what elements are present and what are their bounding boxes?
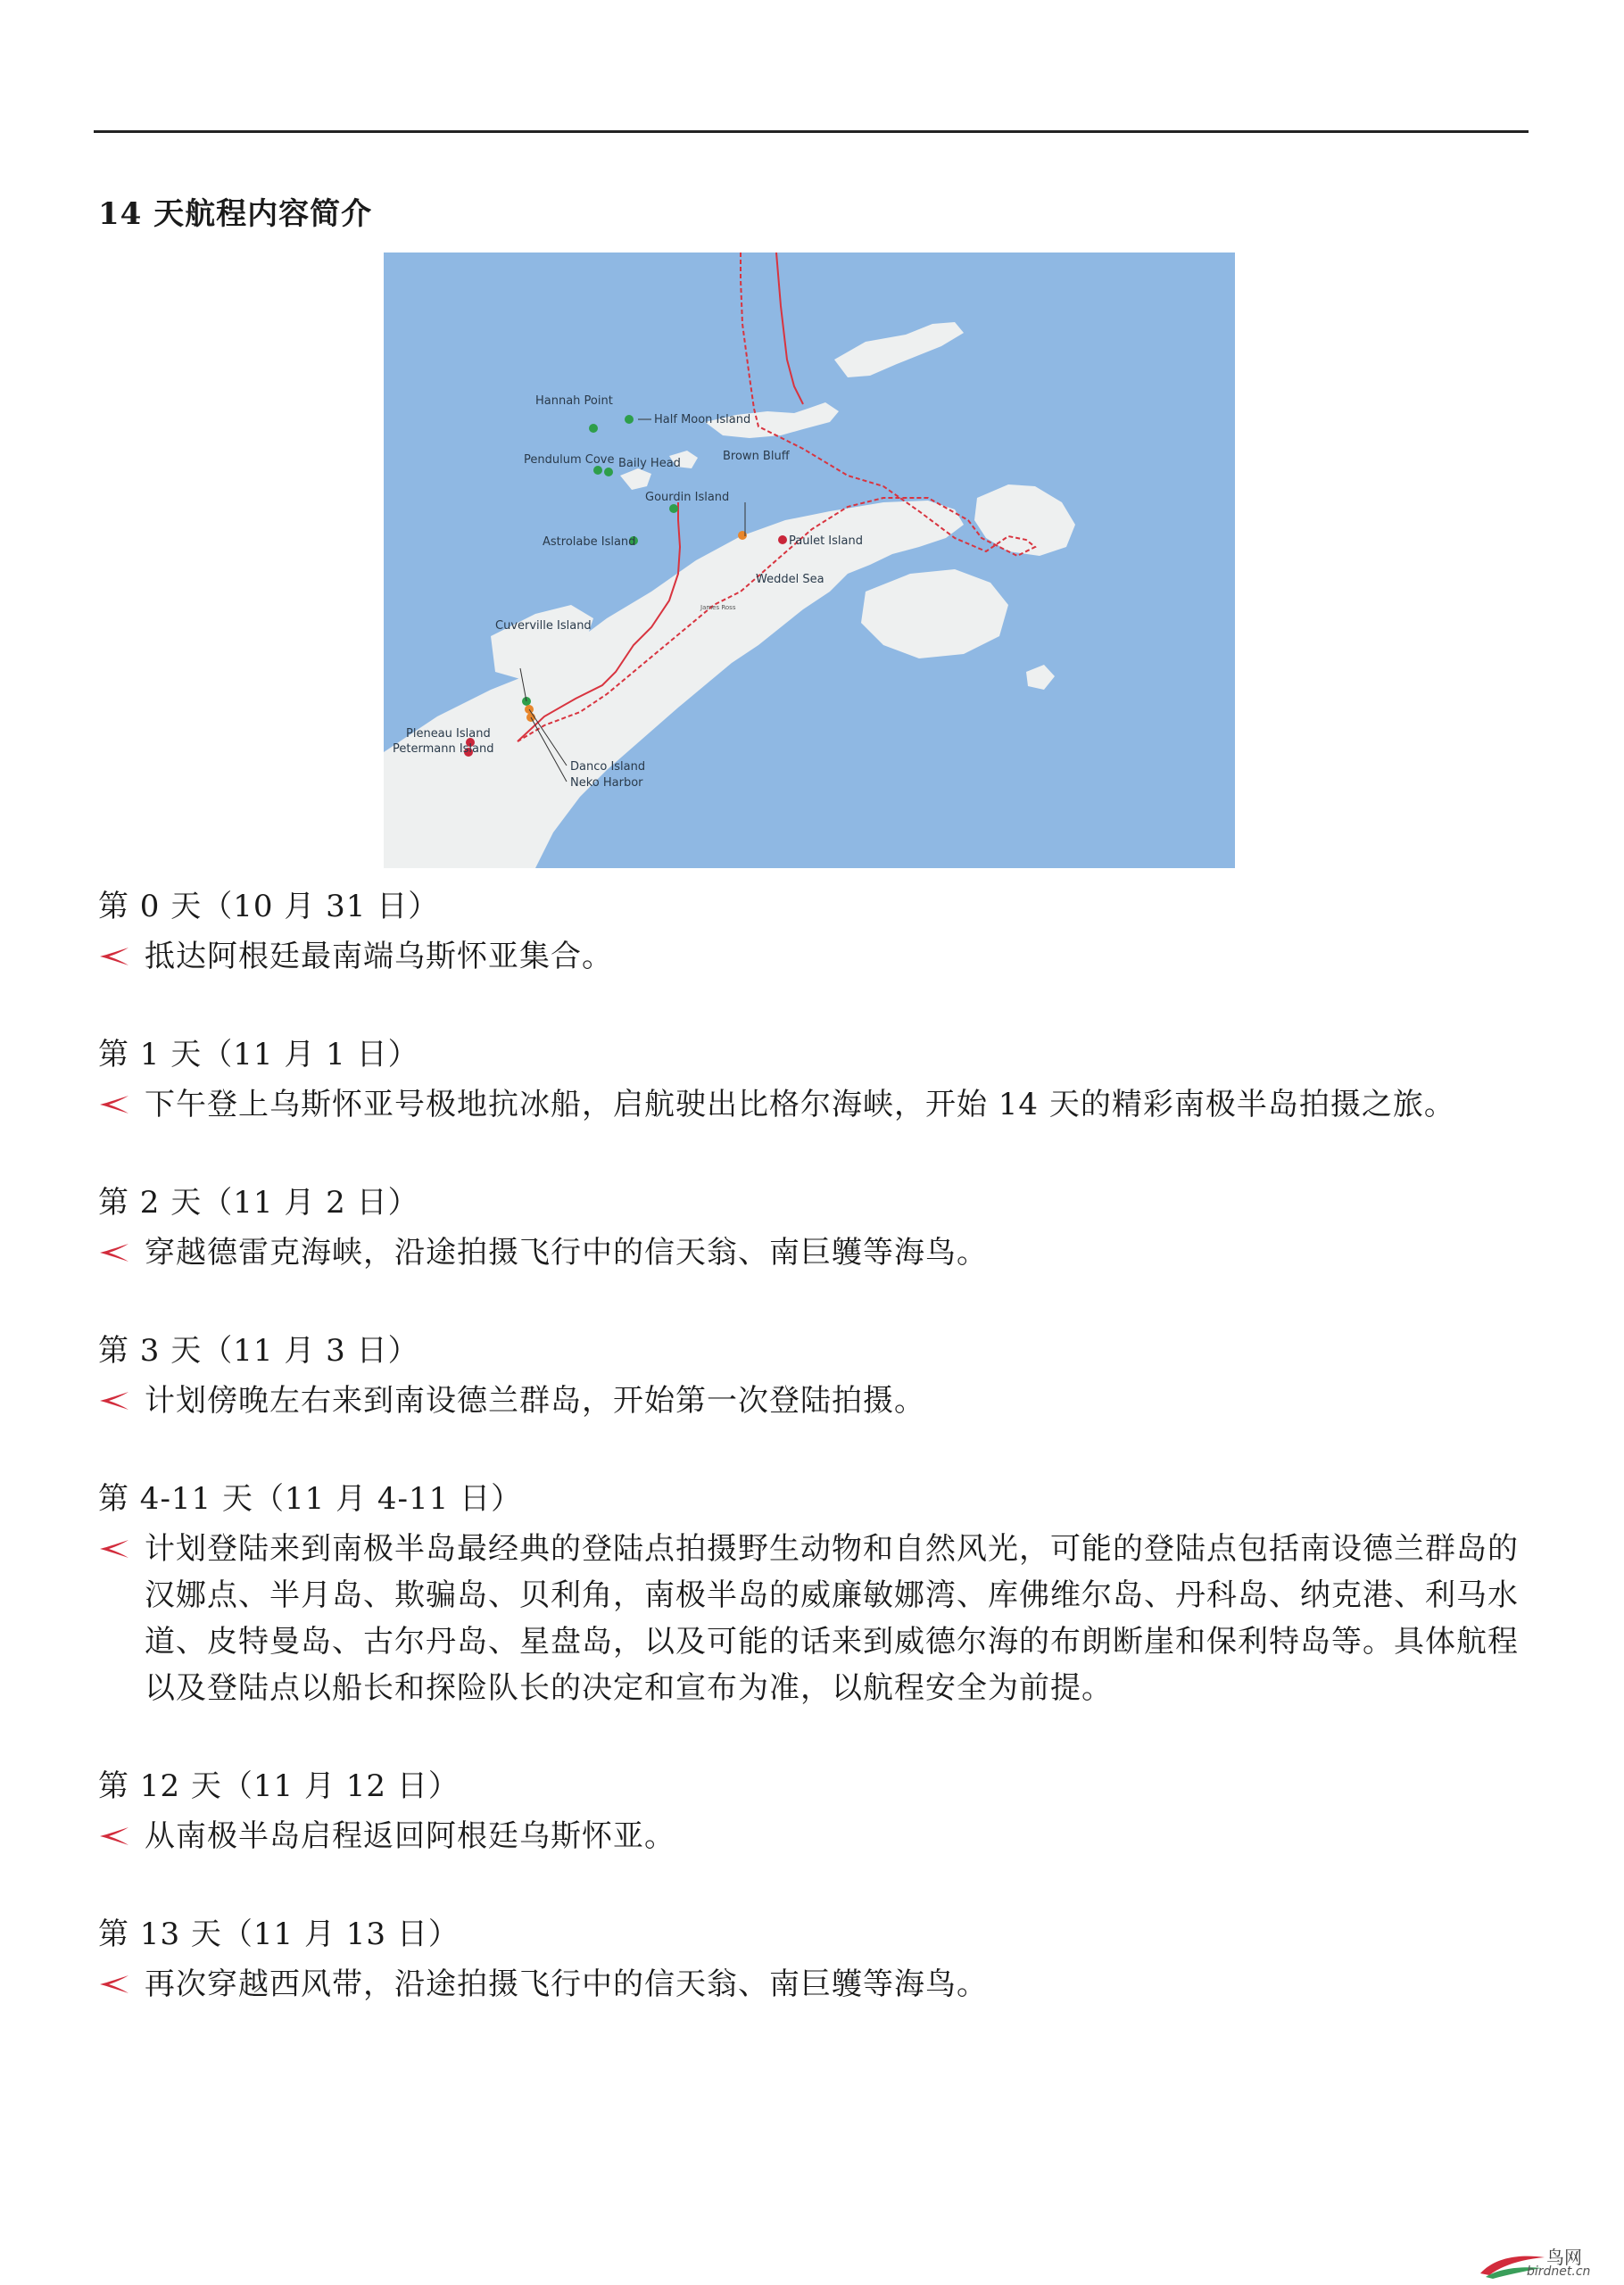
label-cuverville-island: Cuverville Island bbox=[495, 619, 592, 633]
swoosh-bullet-icon bbox=[98, 1081, 145, 1128]
day-heading: 第 2 天（11 月 2 日） bbox=[98, 1185, 419, 1221]
day-bullet bbox=[98, 1961, 1535, 2008]
day-bullet bbox=[98, 1229, 1535, 1276]
day-description: 抵达阿根廷最南端乌斯怀亚集合。 bbox=[145, 939, 613, 974]
label-gourdin-island: Gourdin Island bbox=[645, 491, 730, 504]
watermark-subtitle: birdnet.cn bbox=[1527, 2264, 1591, 2279]
swoosh-bullet-icon bbox=[98, 1526, 145, 1572]
section-title: 14 天航程内容简介 bbox=[98, 196, 373, 232]
label-pleneau-island: Pleneau Island bbox=[406, 727, 491, 741]
day-bullet bbox=[98, 1378, 1535, 1424]
day-entry bbox=[98, 1763, 1535, 1859]
label-half-moon-island: Half Moon Island bbox=[654, 413, 751, 426]
header-rule bbox=[94, 130, 1529, 133]
day-description: 穿越德雷克海峡，沿途拍摄飞行中的信天翁、南巨鹱等海鸟。 bbox=[145, 1235, 988, 1271]
day-bullet bbox=[98, 933, 1535, 980]
marker-pendulum-cove bbox=[593, 466, 602, 475]
label-neko-harbor: Neko Harbor bbox=[570, 776, 643, 790]
swoosh-bullet-icon bbox=[98, 1378, 145, 1424]
swoosh-bullet-icon bbox=[98, 1961, 145, 2008]
day-heading: 第 0 天（10 月 31 日） bbox=[98, 889, 440, 924]
day-bullet bbox=[98, 1813, 1535, 1859]
marker-paulet-island bbox=[778, 535, 787, 544]
swoosh-bullet-icon bbox=[98, 1813, 145, 1859]
day-description: 从南极半岛启程返回阿根廷乌斯怀亚。 bbox=[145, 1818, 675, 1854]
label-brown-bluff: Brown Bluff bbox=[723, 450, 790, 463]
label-hannah-point: Hannah Point bbox=[535, 394, 613, 408]
day-entry bbox=[98, 1476, 1535, 1711]
birdnet-watermark bbox=[1477, 2248, 1611, 2284]
label-astrolabe-island: Astrolabe Island bbox=[543, 535, 636, 549]
day-description: 下午登上乌斯怀亚号极地抗冰船，启航驶出比格尔海峡，开始 14 天的精彩南极半岛拍摄之旅。 bbox=[145, 1087, 1455, 1122]
day-description: 再次穿越西风带，沿途拍摄飞行中的信天翁、南巨鹱等海鸟。 bbox=[145, 1966, 988, 2002]
marker-gourdin-island bbox=[669, 504, 678, 513]
day-description: 计划登陆来到南极半岛最经典的登陆点拍摄野生动物和自然风光，可能的登陆点包括南设德兰群岛的汉娜点、半月岛、欺骗岛、贝利角，南极半岛的威廉敏娜湾、库佛维尔岛、丹科岛、纳克港、利马水道、皮特曼岛、古尔丹岛、星盘岛，以及可能的话来到威德尔海的布朗断崖和保利特岛等。具体航程以及登陆点以船长和探险队长的决定和宣布为准，以航程安全为前提。 bbox=[145, 1531, 1519, 1706]
day-description: 计划傍晚左右来到南设德兰群岛，开始第一次登陆拍摄。 bbox=[145, 1383, 925, 1419]
day-heading: 第 4-11 天（11 月 4-11 日） bbox=[98, 1481, 523, 1517]
marker-hannah-point bbox=[589, 424, 598, 433]
swoosh-bullet-icon bbox=[98, 933, 145, 980]
day-bullet bbox=[98, 1081, 1535, 1128]
itinerary-list bbox=[98, 883, 1535, 2059]
day-heading: 第 13 天（11 月 13 日） bbox=[98, 1917, 460, 1952]
day-heading: 第 3 天（11 月 3 日） bbox=[98, 1333, 419, 1369]
day-entry bbox=[98, 1328, 1535, 1424]
marker-baily-head bbox=[604, 468, 613, 476]
label-danco-island: Danco Island bbox=[570, 760, 646, 774]
marker-half-moon-island bbox=[625, 415, 634, 424]
day-entry bbox=[98, 883, 1535, 980]
label-paulet-island: Paulet Island bbox=[789, 534, 863, 548]
label-weddel-sea: Weddel Sea bbox=[756, 573, 824, 586]
day-entry bbox=[98, 1031, 1535, 1128]
label-baily-head: Baily Head bbox=[618, 457, 681, 470]
route-map-svg bbox=[384, 253, 1235, 868]
day-bullet bbox=[98, 1526, 1535, 1711]
label-james-ross: James Ross bbox=[700, 604, 736, 611]
day-heading: 第 1 天（11 月 1 日） bbox=[98, 1037, 419, 1072]
swoosh-bullet-icon bbox=[98, 1229, 145, 1276]
day-entry bbox=[98, 1180, 1535, 1276]
label-petermann-island: Petermann Island bbox=[393, 742, 494, 756]
day-heading: 第 12 天（11 月 12 日） bbox=[98, 1768, 460, 1804]
day-entry bbox=[98, 1911, 1535, 2008]
route-map bbox=[384, 253, 1235, 868]
label-pendulum-cove: Pendulum Cove bbox=[524, 453, 615, 467]
watermark-title: 鸟网 bbox=[1546, 2247, 1582, 2268]
